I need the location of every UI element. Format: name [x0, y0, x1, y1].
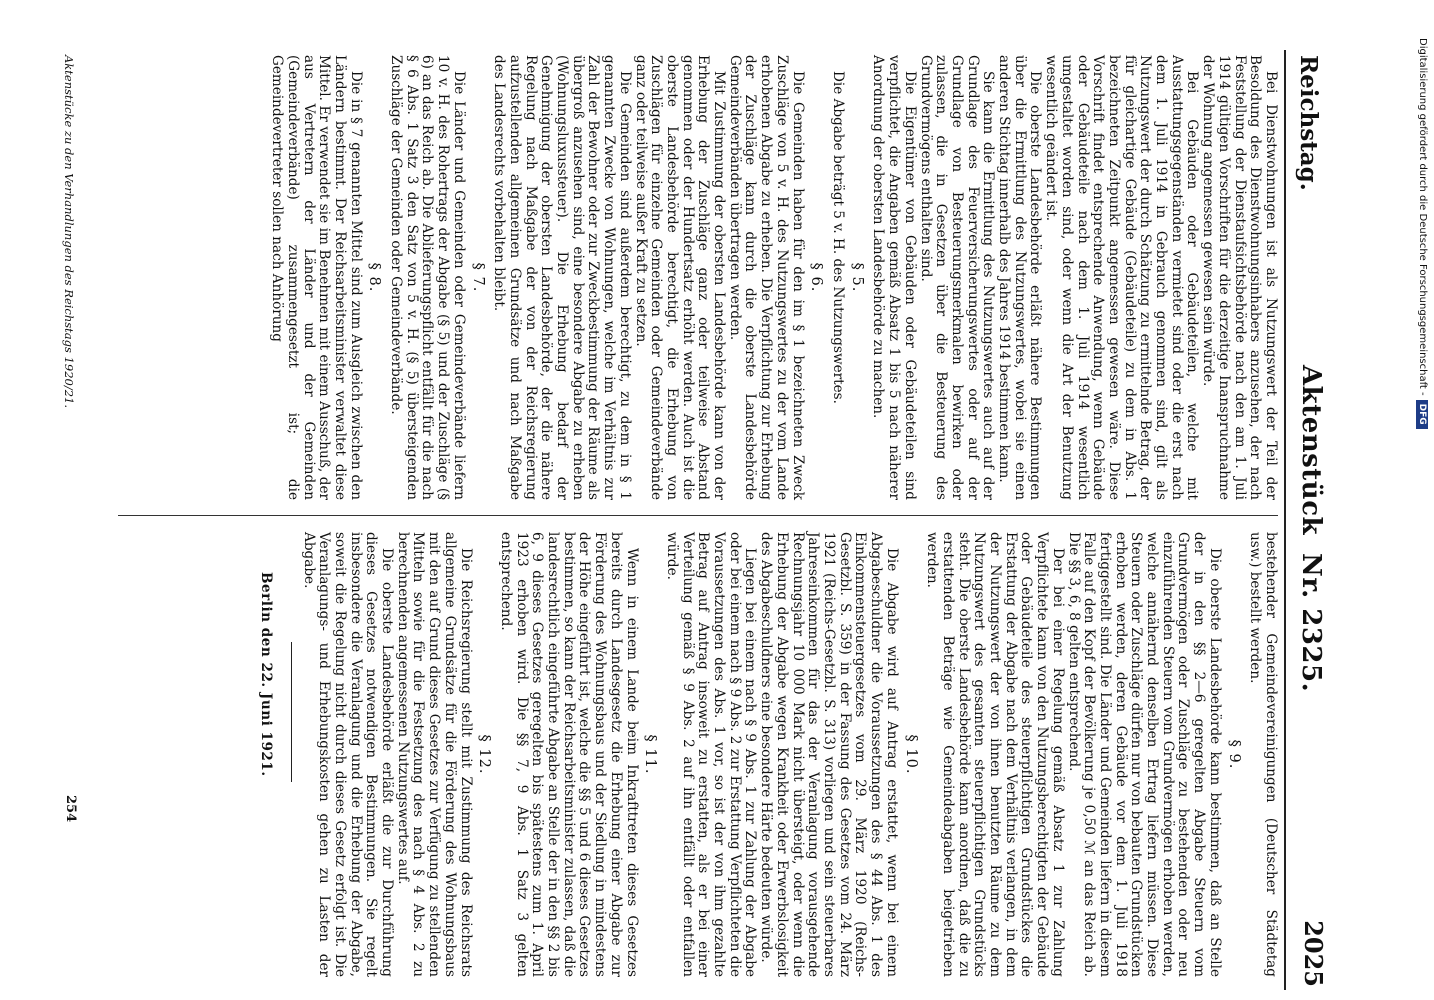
paragraph: Die oberste Landesbehörde erläßt die zur Durchführung dieses Gesetzes notwendigen Bestimmungen. Sie regelt insbesondere die Veranlagung und die Erhebung der Abgabe, soweit die Regelung nicht durch dieses Gesetz erfolgt ist. Die Veranlagungs- und Erhebungskosten gehen zu Lasten der Abgabe. — [300, 532, 396, 977]
page-header — [1290, 5, 1340, 995]
separator-rule — [291, 642, 292, 782]
section-heading: § 11. — [642, 734, 659, 775]
paragraph: Die Abgabe wird auf Antrag erstattet, wenn bei einem Abgabeschuldner die Voraussetzungen des § 44 Abs. 1 des Einkommensteuergesetzes vom 29. März 1920 (Reichs-Gesetzbl. S. 359) in der Fassung des Gesetzes vom 24. März 1921 (Reichs-Gesetzbl. S. 313) vorliegen und sein steuerbares Jahreseinkommen für das der Veranlagung vorausgehende Rechnungsjahr 10 000 Mark nicht übersteigt, oder wenn die Erhebung der Abgabe wegen Krankheit oder Erwerbslosigkeit des Abgabeschuldners eine besondere Härte bedeuten würde. — [758, 532, 900, 977]
header-page-number: 2025 — [1299, 920, 1328, 987]
section-heading: § 5. — [848, 262, 865, 293]
digitization-margin-note — [1408, 8, 1432, 998]
header-number: Nr. 2325. — [1296, 553, 1326, 693]
dfg-logo: DFG — [1416, 400, 1428, 429]
document-page — [0, 5, 1340, 995]
section-heading: § 8. — [366, 262, 383, 293]
paragraph: Wenn in einem Lande beim Inkrafttreten dieses Gesetzes bereits durch Landesgesetz die Erhebung einer Abgabe zur Förderung des Wohnungsbaus und der Siedlung in mindestens der Höhe eingeführt ist, welche die §§ 5 und 6 dieses Gesetzes bestimmen, so kann der Reichsarbeitsminister zulassen, daß die landesrechtlich eingeführte Abgabe an Stelle der in den §§ 2 bis 6, 9 dieses Gesetzes geregelten bis spätestens zum 1. April 1923 erhoben wird. Die §§ 7, 9 Abs. 1 Satz 3 gelten entsprechend. — [497, 532, 640, 977]
header-rule — [1284, 50, 1286, 990]
paragraph: Bei Dienstwohnungen ist als Nutzungswert der Teil der Besoldung des Dienstwohnungsinhabers anzusehen, der nach Feststellung der Dienstaufsichtsbehörde nach den am 1. Juli 1914 gültigen Vorschriften für die derzeitige Inanspruchnahme der Wohnung angemessen gewesen sein würde. — [1200, 55, 1279, 500]
paragraph: Die Eigentümer von Gebäuden oder Gebäudeteilen sind verpflichtet, die Angaben gemäß Absatz 1 bis 5 nach näherer Anordnung der obersten Landesbehörde zu machen. — [870, 55, 918, 500]
footer-note: Aktenstücke zu den Verhandlungen des Reichstags 1920/21. — [62, 55, 76, 409]
section-heading: § 12. — [476, 734, 493, 775]
text-column-right — [257, 532, 1278, 977]
paragraph: Die Länder und Gemeinden oder Gemeindeverbände liefern 10 v. H. des Rohertrags der Abgabe (§ 5) und der Zuschläge (§ 6) an das Reich ab. Die Ablieferungspflicht entfällt für die nach § 6 Abs. 1 Satz 3 den Satz von 5 v. H. (§ 5) übersteigenden Zuschläge der Gemeinden oder Gemeindeverbände. — [388, 55, 467, 500]
paragraph: Mit Zustimmung der obersten Landesbehörde kann von der Erhebung der Zuschläge ganz oder teilweise Abstand genommen oder der Hundertsatz erhöht werden. Auch ist die oberste Landesbehörde berechtigt, die Erhebung von Zuschlägen für einzelne Gemeinden oder Gemeindeverbände ganz oder teilweise außer Kraft zu setzen. — [632, 55, 728, 500]
margin-text-line — [1416, 38, 1428, 738]
header-aktenstueck: Aktenstück — [1296, 365, 1326, 536]
paragraph: Die Gemeinden haben für den im § 1 bezeichneten Zweck Zuschläge von 5 v. H. des Nutzungswertes zu der vom Lande erhobenen Abgabe zu erheben. Die Verpflichtung zur Erhebung der Zuschläge kann durch die oberste Landesbehörde Gemeindeverbänden übertragen werden. — [726, 55, 806, 500]
paragraph: Sie kann die Ermittlung des Nutzungswertes auch auf der Grundlage des Feuerversicherungswertes oder auf der Grundlage von Besteuerungsmerkmalen bewirken oder zulassen, die in Gesetzen über die Besteuerung des Grundvermögens enthalten sind. — [917, 55, 997, 500]
column-divider — [118, 515, 1278, 516]
section-heading: § 10. — [902, 734, 919, 775]
header-left-title: Reichstag. — [1295, 55, 1322, 191]
header-document-title — [1296, 365, 1326, 692]
paragraph: Die Reichsregierung stellt mit Zustimmung des Reichsrats allgemeine Grundsätze für die Förderung des Wohnungsbaus mit den auf Grund dieses Gesetzes zur Verfügung zu stellenden Mitteln sowie für die Festsetzung des nach § 4 Abs. 2 zu berechnenden angemessenen Nutzungswertes auf. — [394, 532, 474, 977]
paragraph: Der bei einer Regelung gemäß Absatz 1 zur Zahlung Verpflichtete kann von den Nutzungsberechtigten der Gebäude oder Gebäudeteile des steuerpflichtigen Grundstückes die Erstattung der Abgabe nach dem Verhältnis verlangen, in dem der Nutzungswert der von ihnen benutzten Räume zu dem Nutzungswert des gesamten steuerpflichtigen Grundstücks steht. Die oberste Landesbehörde kann anordnen, daß die zu erstattenden Beträge wie Gemeindeabgaben beigetrieben werden. — [924, 532, 1066, 977]
paragraph: bestehender Gemeindevereinigungen (Deutscher Städtetag usw.) bestellt werden. — [1247, 532, 1279, 977]
margin-text: Digitalisierung gefördert durch die Deutsche Forschungsgemeinschaft - — [1417, 38, 1428, 396]
section-heading: § 9. — [1225, 739, 1242, 770]
section-heading: § 7. — [469, 262, 486, 293]
paragraph: Liegen bei einem nach § 9 Abs. 1 zur Zahlung der Abgabe oder bei einem nach § 9 Abs. 2 zur Erstattung Verpflichteten die Voraussetzungen des Abs. 1 vor, so ist der von ihm gezahlte Betrag auf Antrag insoweit zu erstatten, als er bei einer Verteilung gemäß § 9 Abs. 2 auf ihn entfällt oder entfallen würde. — [663, 532, 759, 977]
section-heading: § 6. — [808, 262, 825, 293]
paragraph: Bei Gebäuden oder Gebäudeteilen, welche mit Ausstattungsgegenständen vermietet sind oder die erst nach dem 1. Juli 1914 in Gebrauch genommen sind, gilt als Nutzungswert der durch Schätzung zu ermittelnde Betrag, der für gleichartige Gebäude (Gebäudeteile) zu dem in Abs. 1 bezeichneten Zeitpunkt angemessen gewesen wäre. Diese Vorschrift findet entsprechende Anwendung, wenn Gebäude oder Gebäudeteile nach dem 1. Juli 1914 wesentlich umgestaltet worden sind, oder wenn die Art der Benutzung wesentlich geändert ist. — [1043, 55, 1201, 500]
paragraph: Die oberste Landesbehörde kann bestimmen, daß an Stelle der in den §§ 2—6 geregelten Abgabe Steuern vom Grundvermögen oder Zuschläge zu bestehenden oder neu einzuführenden Steuern vom Grundvermögen erhoben werden, welche annähernd denselben Ertrag liefern müssen. Diese Steuern oder Zuschläge dürfen nur von bebauten Grundstücken erhoben werden, deren Gebäude vor dem 1. Juli 1918 fertiggestellt sind. Die Länder und Gemeinden liefern in diesem Falle auf den Kopf der Bevölkerung je 0,50 ℳ an das Reich ab. Die §§ 3, 6, 8 gelten entsprechend. — [1065, 532, 1223, 977]
signature-date: Berlin den 22. Juni 1921. — [257, 572, 274, 777]
paragraph: Die in § 7 genannten Mittel sind zum Ausgleich zwischen den Ländern bestimmt. Der Reichsarbeitsminister verwaltet diese Mittel. Er verwendet sie im Benehmen mit einem Ausschuß, der aus Vertretern der Länder und der Gemeinden (Gemeindeverbände) zusammengesetzt ist; die Gemeindevertreter sollen nach Anhörung — [269, 55, 364, 500]
paragraph: Die oberste Landesbehörde erläßt nähere Bestimmungen über die Ermittlung des Nutzungswertes, wobei sie einen anderen Stichtag innerhalb des Jahres 1914 bestimmen kann. — [996, 55, 1044, 500]
paragraph: Die Abgabe beträgt 5 v. H. des Nutzungswertes. — [830, 71, 847, 404]
text-column-left — [268, 55, 1278, 500]
paragraph: Die Gemeinden sind außerdem berechtigt, zu dem in § 1 genannten Zwecke von Wohnungen, welche im Verhältnis zur Zahl der Bewohner oder zur Zweckbestimmung der Räume als übergroß anzusehen sind, eine besondere Abgabe zu erheben (Wohnungsluxussteuer). Die Erhebung bedarf der Genehmigung der obersten Landesbehörde, der die nähere Regelung nach Maßgabe der von der Reichsregierung aufzustellenden allgemeinen Grundsätze und nach Maßgabe des Landesrechts vorbehalten bleibt. — [491, 55, 633, 500]
footer-page-number: 254 — [63, 795, 78, 823]
